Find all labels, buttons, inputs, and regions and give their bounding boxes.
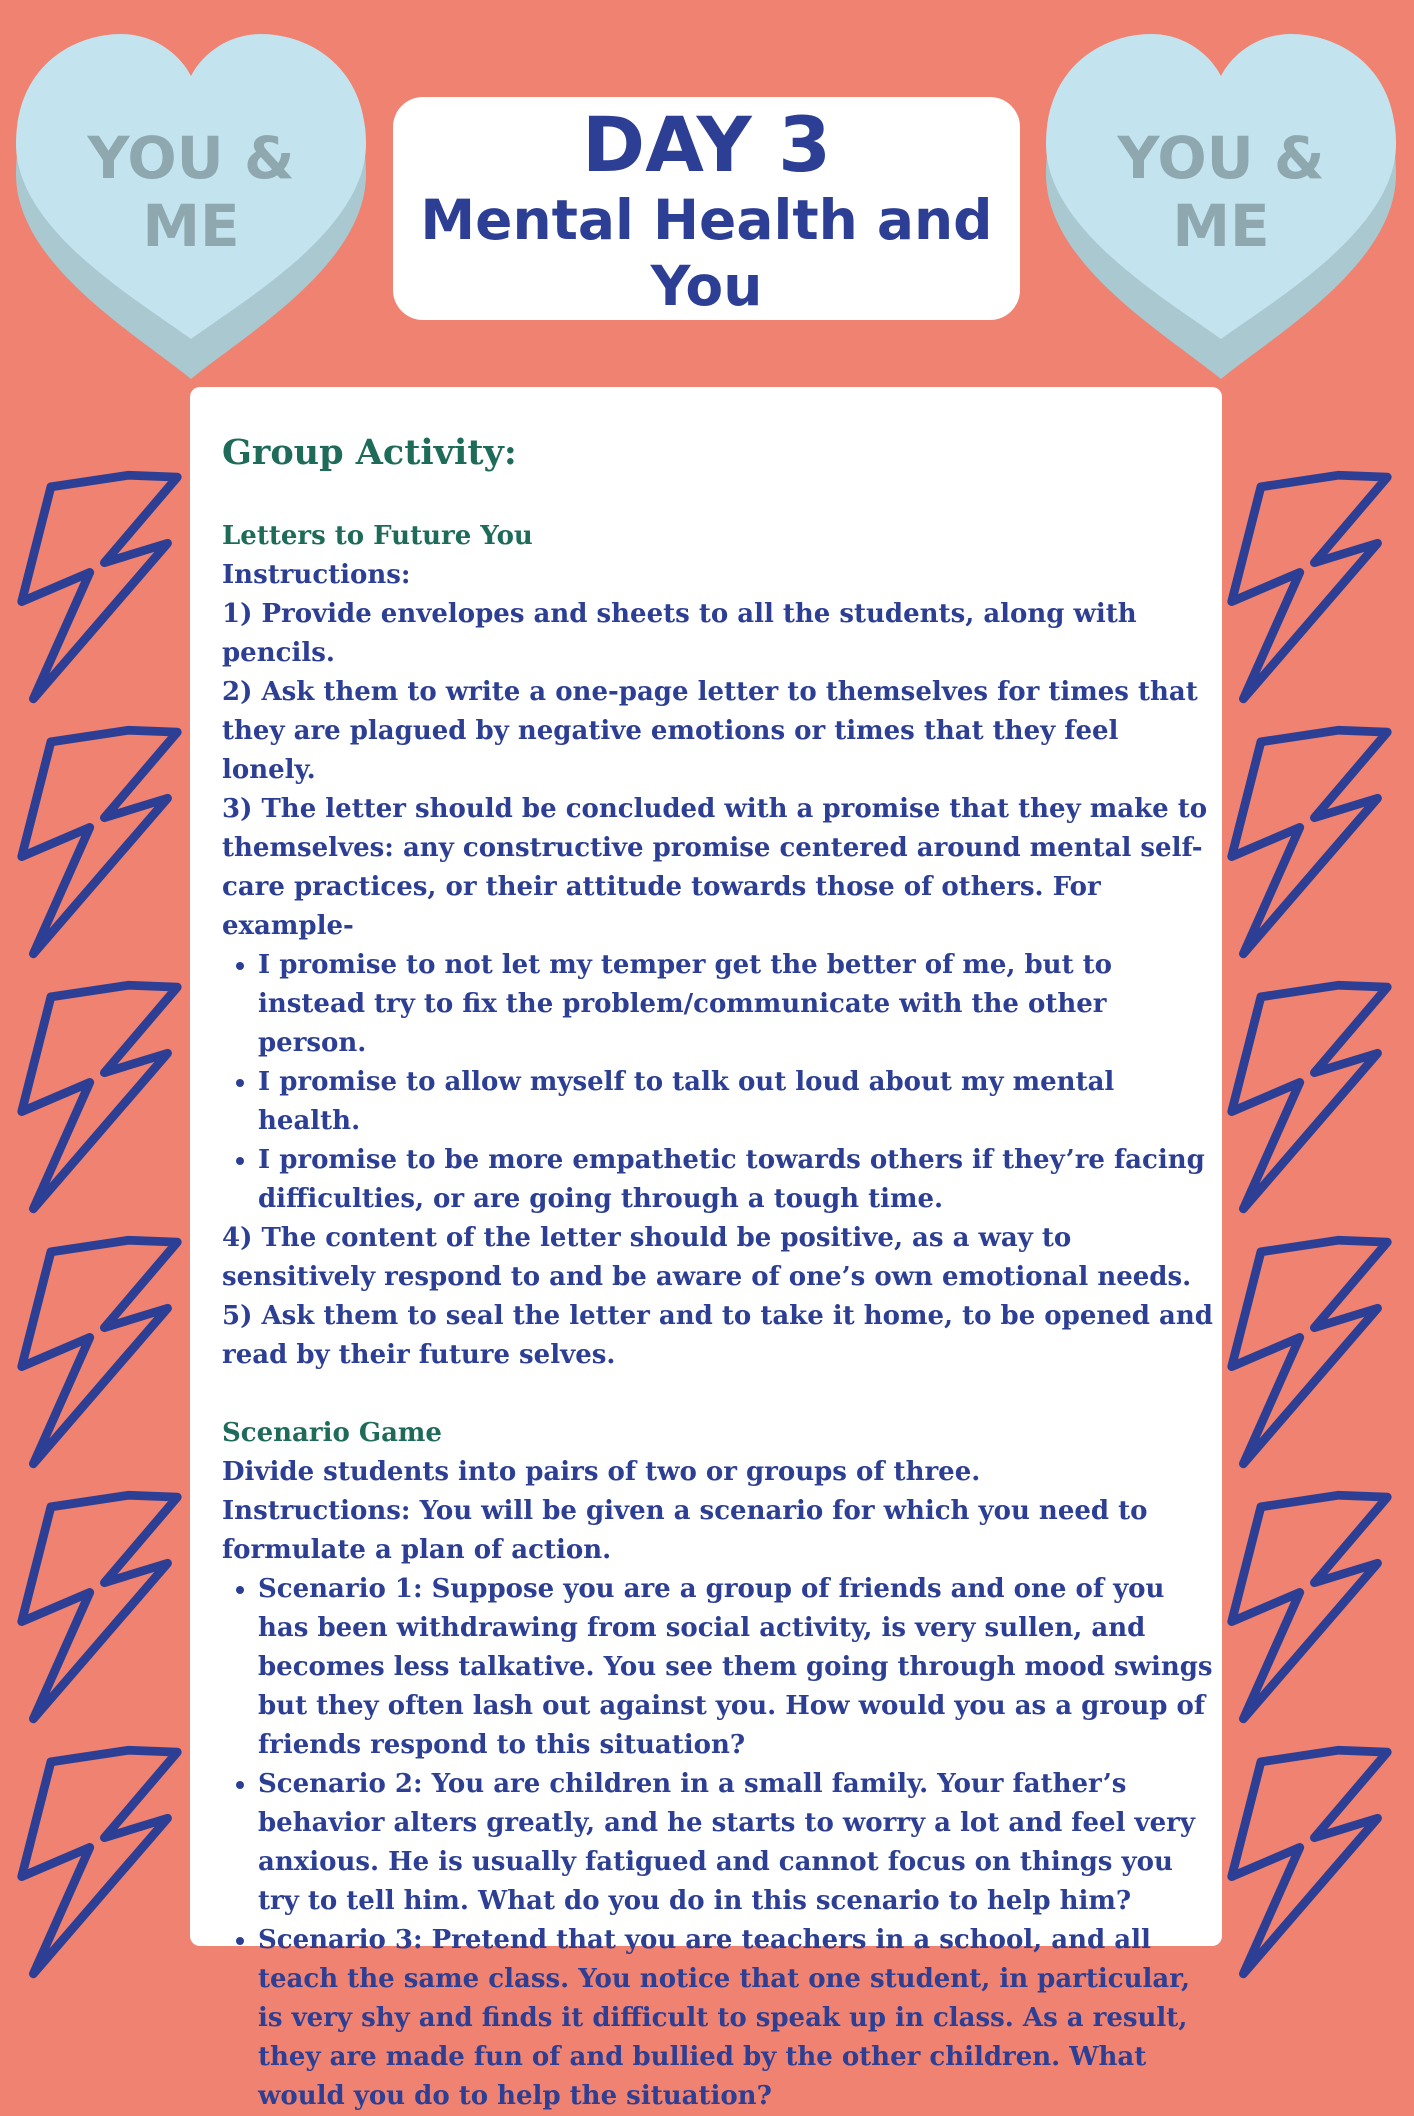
lightning-bolt-icon bbox=[12, 1482, 187, 1732]
list-item: • I promise to be more empathetic towards others if they’re facing difficulties, or are going through a tough time. bbox=[258, 1141, 1214, 1219]
lightning-bolt-icon bbox=[1222, 1227, 1397, 1477]
heart-text: YOU & ME bbox=[87, 124, 295, 260]
content-card bbox=[190, 387, 1222, 2111]
step-1: 1) Provide envelopes and sheets to all the students, along with pencils. bbox=[222, 599, 1137, 668]
lightning-bolt-icon bbox=[1222, 462, 1397, 712]
list-item: • I promise to allow myself to talk out loud about my mental health. bbox=[258, 1063, 1214, 1141]
title-box bbox=[393, 97, 1020, 320]
list-item: • Scenario 1: Suppose you are a group of friends and one of you has been withdrawing from social activity, is very sullen, and becomes less talkative. You see them going through mood swings but they often lash out against you. How would you as a group of friends respond to this situation? bbox=[258, 1570, 1214, 1765]
list-item: • Scenario 3: Pretend that you are teachers in a school, and all teach the same class. You notice that one student, in particular, is very shy and finds it difficult to speak up in class. As a result, they are made fun of and bullied by the other children. What would you do to help the situation? bbox=[258, 1921, 1214, 2116]
list-item: • I promise to not let my temper get the better of me, but to instead try to fix the problem/communicate with the other person. bbox=[258, 946, 1214, 1063]
candy-heart-left bbox=[16, 34, 366, 384]
step-5: 5) Ask them to seal the letter and to take it home, to be opened and read by their future selves. bbox=[222, 1301, 1213, 1370]
lightning-bolt-icon bbox=[12, 972, 187, 1222]
lightning-bolt-icon bbox=[12, 462, 187, 712]
step-4: 4) The content of the letter should be positive, as a way to sensitively respond to and be aware of one’s own emotional needs. bbox=[222, 1223, 1192, 1292]
page-title: Mental Health and You bbox=[420, 188, 993, 318]
section-heading: Group Activity: bbox=[222, 432, 517, 473]
lightning-bolt-icon bbox=[12, 717, 187, 967]
lightning-bolt-icon bbox=[12, 1227, 187, 1477]
lightning-bolt-icon bbox=[1222, 1482, 1397, 1732]
instructions-label: Instructions: bbox=[222, 560, 411, 590]
candy-heart-right bbox=[1046, 34, 1396, 384]
lightning-bolt-icon bbox=[1222, 972, 1397, 1222]
promise-examples bbox=[222, 946, 1214, 1219]
day-label: DAY 3 bbox=[581, 100, 831, 189]
lightning-bolt-icon bbox=[1222, 717, 1397, 967]
lightning-bolt-icon bbox=[12, 1737, 187, 1987]
scenario-title: Scenario Game bbox=[222, 1418, 442, 1448]
step-3: 3) The letter should be concluded with a promise that they make to themselves: any constructive promise centered around mental self-care practices, or their attitude towards those of others. For example- bbox=[222, 794, 1208, 941]
scenario-instructions: Instructions: You will be given a scenario for which you need to formulate a plan of action. bbox=[222, 1496, 1148, 1565]
step-2: 2) Ask them to write a one-page letter to themselves for times that they are plagued by negative emotions or times that they feel lonely. bbox=[222, 677, 1198, 785]
lightning-bolt-icon bbox=[1222, 1737, 1397, 1987]
list-item: • Scenario 2: You are children in a small family. Your father’s behavior alters greatly, and he starts to worry a lot and feel very anxious. He is usually fatigued and cannot focus on things you try to tell him. What do you do in this scenario to help him? bbox=[258, 1765, 1214, 1921]
scenario-intro: Divide students into pairs of two or groups of three. bbox=[222, 1457, 981, 1487]
letters-title: Letters to Future You bbox=[222, 521, 533, 551]
scenario-list bbox=[222, 1570, 1214, 2116]
heart-text: YOU & ME bbox=[1117, 124, 1325, 260]
